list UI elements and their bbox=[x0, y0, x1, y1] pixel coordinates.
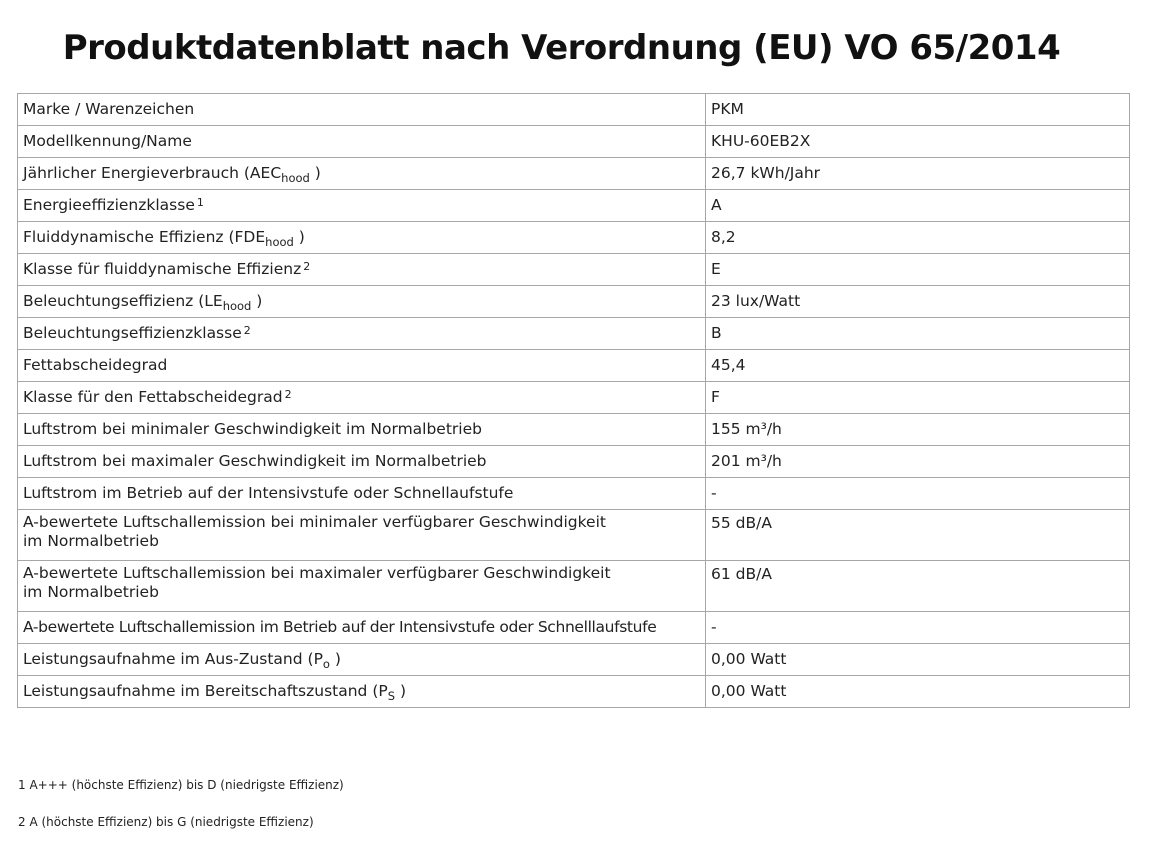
label-suffix: ) bbox=[309, 163, 321, 182]
table-row bbox=[18, 644, 1130, 676]
label-text: Leistungsaufnahme im Bereitschaftszustand (P bbox=[23, 681, 388, 700]
footnote-1: 1 A+++ (höchste Effizienz) bis D (niedrigste Effizienz) bbox=[18, 778, 344, 792]
label-text-line2: im Normalbetrieb bbox=[23, 583, 159, 601]
label-text: Luftstrom bei maximaler Geschwindigkeit im Normalbetrieb bbox=[23, 452, 487, 470]
row-value: KHU-60EB2X bbox=[706, 126, 1130, 158]
page-title: Produktdatenblatt nach Verordnung (EU) VO 65/2014 bbox=[62, 28, 1061, 68]
row-value: E bbox=[706, 254, 1130, 286]
table-row bbox=[18, 350, 1130, 382]
subscript: hood bbox=[222, 298, 252, 313]
footnote-mark: 2 bbox=[303, 259, 311, 273]
row-label bbox=[18, 446, 706, 478]
row-value: F bbox=[706, 382, 1130, 414]
table-row bbox=[18, 190, 1130, 222]
row-value: PKM bbox=[706, 94, 1130, 126]
label-text: A-bewertete Luftschallemission bei maximaler verfügbarer Geschwindigkeit bbox=[23, 564, 611, 582]
table-row bbox=[18, 318, 1130, 350]
row-label bbox=[18, 510, 706, 561]
row-value: 26,7 kWh/Jahr bbox=[706, 158, 1130, 190]
table-row bbox=[18, 382, 1130, 414]
row-label bbox=[18, 254, 706, 286]
row-label bbox=[18, 158, 706, 190]
table-row bbox=[18, 158, 1130, 190]
row-value: 201 m³/h bbox=[706, 446, 1130, 478]
row-label bbox=[18, 382, 706, 414]
label-text: Klasse für den Fettabscheidegrad bbox=[23, 387, 283, 406]
row-label bbox=[18, 414, 706, 446]
row-label bbox=[18, 478, 706, 510]
row-value: 0,00 Watt bbox=[706, 676, 1130, 708]
row-label bbox=[18, 318, 706, 350]
subscript: o bbox=[322, 656, 330, 671]
table-row bbox=[18, 478, 1130, 510]
row-label bbox=[18, 222, 706, 254]
footnote-2: 2 A (höchste Effizienz) bis G (niedrigste Effizienz) bbox=[18, 815, 314, 829]
product-data-table bbox=[17, 93, 1130, 708]
label-text: Energieeffizienzklasse bbox=[23, 195, 195, 214]
label-text: Klasse für fluiddynamische Effizienz bbox=[23, 259, 302, 278]
label-suffix: ) bbox=[251, 291, 263, 310]
table-row bbox=[18, 94, 1130, 126]
row-label bbox=[18, 190, 706, 222]
table-row bbox=[18, 286, 1130, 318]
table-row bbox=[18, 446, 1130, 478]
row-label bbox=[18, 286, 706, 318]
label-text: Modellkennung/Name bbox=[23, 132, 192, 150]
row-value: 8,2 bbox=[706, 222, 1130, 254]
row-label bbox=[18, 612, 706, 644]
table-row bbox=[18, 254, 1130, 286]
row-label bbox=[18, 126, 706, 158]
row-value: 45,4 bbox=[706, 350, 1130, 382]
table-row bbox=[18, 612, 1130, 644]
row-value: 0,00 Watt bbox=[706, 644, 1130, 676]
label-text: Beleuchtungseffizienz (LE bbox=[23, 291, 223, 310]
row-label bbox=[18, 350, 706, 382]
row-label bbox=[18, 676, 706, 708]
table-row bbox=[18, 676, 1130, 708]
footnote-mark: 2 bbox=[243, 323, 251, 337]
row-value: B bbox=[706, 318, 1130, 350]
row-value: A bbox=[706, 190, 1130, 222]
table-row bbox=[18, 222, 1130, 254]
table-row bbox=[18, 561, 1130, 612]
label-text: Fettabscheidegrad bbox=[23, 356, 168, 374]
row-label bbox=[18, 561, 706, 612]
subscript: S bbox=[387, 688, 396, 703]
label-text: A-bewertete Luftschallemission im Betrieb auf der Intensivstufe oder Schnelllaufstufe bbox=[23, 618, 657, 636]
label-text-line2: im Normalbetrieb bbox=[23, 532, 159, 550]
row-label bbox=[18, 94, 706, 126]
label-text: Jährlicher Energieverbrauch (AEC bbox=[23, 163, 282, 182]
subscript: hood bbox=[265, 234, 294, 249]
footnote-mark: 2 bbox=[284, 387, 292, 401]
table-row bbox=[18, 510, 1130, 561]
row-value: - bbox=[706, 478, 1130, 510]
table-row bbox=[18, 414, 1130, 446]
label-text: Marke / Warenzeichen bbox=[23, 100, 195, 118]
row-value: 55 dB/A bbox=[706, 510, 1130, 561]
label-suffix: ) bbox=[329, 649, 341, 668]
label-suffix: ) bbox=[293, 227, 305, 246]
label-text: Leistungsaufnahme im Aus-Zustand (P bbox=[23, 649, 323, 668]
label-text: Beleuchtungseffizienzklasse bbox=[23, 323, 242, 342]
label-text: A-bewertete Luftschallemission bei minimaler verfügbarer Geschwindigkeit bbox=[23, 513, 606, 531]
label-text: Luftstrom im Betrieb auf der Intensivstufe oder Schnellaufstufe bbox=[23, 484, 514, 502]
footnote-mark: 1 bbox=[196, 195, 204, 209]
label-text: Fluiddynamische Effizienz (FDE bbox=[23, 227, 266, 246]
label-text: Luftstrom bei minimaler Geschwindigkeit im Normalbetrieb bbox=[23, 420, 482, 438]
row-value: 61 dB/A bbox=[706, 561, 1130, 612]
label-suffix: ) bbox=[395, 681, 407, 700]
subscript: hood bbox=[281, 170, 310, 185]
table-row bbox=[18, 126, 1130, 158]
row-value: 155 m³/h bbox=[706, 414, 1130, 446]
row-value: 23 lux/Watt bbox=[706, 286, 1130, 318]
row-label bbox=[18, 644, 706, 676]
row-value: - bbox=[706, 612, 1130, 644]
